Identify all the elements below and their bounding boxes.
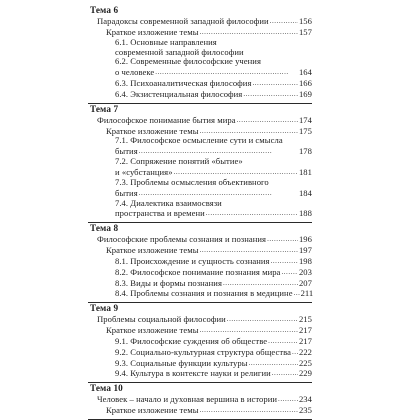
- toc-entry: [115, 278, 312, 289]
- page-number: 166: [298, 78, 312, 89]
- toc-entry: [115, 89, 312, 100]
- toc-entry-title: 7.3. Проблемы осмысления объективного: [115, 176, 269, 187]
- toc-entry: [97, 115, 312, 126]
- toc-entry-title: 8.2. Философское понимание познания мира: [115, 266, 281, 277]
- toc-entry-title: современной западной философии: [115, 46, 244, 57]
- toc-entry-title: Проблемы социальной философии: [97, 314, 226, 325]
- dot-leader: [272, 368, 298, 379]
- dot-leader: [270, 16, 298, 27]
- toc-entry: [97, 314, 312, 325]
- toc-entry: [106, 325, 312, 336]
- toc-entry-title: 7.1. Философское осмысление сути и смысла: [115, 135, 283, 146]
- toc-entry-title: 7.2. Сопряжение понятий «бытие»: [115, 156, 243, 167]
- page-number: 164: [298, 67, 312, 78]
- toc-entry-title: бытия: [115, 187, 138, 198]
- toc-entry-title: Философские проблемы сознания и познания: [97, 234, 267, 245]
- toc-topic-section: [88, 383, 312, 420]
- page-number: 225: [298, 357, 312, 368]
- toc-entry-title: 9.1. Философские суждения об обществе: [115, 335, 268, 346]
- toc-entry: [115, 336, 312, 347]
- toc-entry-title: 6.4. Экзистенциальная философия: [115, 88, 243, 99]
- toc-entry-title: Краткое изложение темы: [106, 26, 199, 37]
- page-number: 207: [298, 277, 312, 288]
- topic-heading: Тема 8: [90, 223, 119, 234]
- dot-leader: [294, 288, 300, 299]
- toc-entry: [115, 347, 312, 358]
- topic-heading: Тема 6: [90, 5, 119, 15]
- toc-topic-section: [88, 303, 312, 383]
- toc-entry: [115, 358, 312, 369]
- toc-entry: [106, 405, 312, 416]
- toc-entry: [97, 234, 312, 245]
- topic-heading: Тема 9: [90, 303, 119, 314]
- page-number: 217: [298, 325, 312, 336]
- dot-leader: [268, 336, 298, 347]
- toc-entry-title: Философское понимание бытия мира: [97, 114, 236, 125]
- dot-leader: [200, 405, 298, 416]
- dot-leader: [206, 208, 298, 219]
- page-number: 211: [300, 288, 314, 299]
- toc-entry-title: 7.4. Диалектика взаимосвязи: [115, 197, 222, 208]
- toc-entry-title: 8.1. Происхождение и сущность сознания: [115, 255, 270, 266]
- toc-entry-title: 9.3. Социальные функции культуры: [115, 357, 248, 368]
- page-number: 157: [298, 26, 312, 37]
- toc-entry-title: бытия: [115, 146, 138, 157]
- toc-entry: [115, 267, 312, 278]
- page-number: 229: [298, 368, 312, 379]
- toc-entry-title: Человек – начало и духовная вершина в истории: [97, 394, 278, 405]
- page-number: 235: [298, 405, 312, 416]
- page-number: 184: [298, 187, 312, 198]
- toc-topic-section: [88, 104, 312, 223]
- toc-entry: [106, 245, 312, 256]
- dot-leader: [281, 267, 298, 278]
- page-number: 181: [298, 166, 312, 177]
- page-number: 156: [298, 16, 312, 26]
- page-number: 197: [298, 245, 312, 256]
- page-number: 196: [298, 234, 312, 245]
- toc-entry-line: [115, 136, 312, 146]
- dot-leader: [292, 347, 298, 358]
- dot-leader: [227, 314, 298, 325]
- page-number: 169: [298, 88, 312, 99]
- toc-entry-title: Краткое изложение темы: [106, 125, 199, 136]
- page-number: 175: [298, 125, 312, 136]
- toc-entry: [115, 188, 312, 199]
- dot-leader: [200, 325, 298, 336]
- toc-entry-line: [115, 178, 312, 188]
- dot-leader: [223, 278, 298, 289]
- toc-entry-line: [115, 199, 312, 209]
- toc-entry: [97, 16, 312, 27]
- dot-leader: [155, 67, 298, 78]
- table-of-contents: [88, 0, 312, 420]
- toc-entry-title: 6.2. Современные философские учения: [115, 56, 261, 67]
- toc-entry: [115, 256, 312, 267]
- toc-entry-line: [115, 157, 312, 167]
- dot-leader: [267, 234, 298, 245]
- dot-leader: [237, 115, 298, 126]
- dot-leader: [271, 256, 298, 267]
- toc-entry-title: 6.3. Психоаналитическая философия: [115, 78, 252, 89]
- toc-entry-title: Краткое изложение темы: [106, 245, 199, 256]
- topic-heading: Тема 10: [90, 383, 123, 394]
- toc-entry-title: 9.2. Социально-культурная структура общества: [115, 346, 291, 357]
- dot-leader: [139, 188, 298, 199]
- toc-entry: [115, 78, 312, 89]
- toc-entry: [115, 368, 312, 379]
- toc-entry-title: и «субстанция»: [115, 166, 173, 177]
- page-number: 178: [298, 146, 312, 157]
- toc-topic-section: [88, 223, 312, 303]
- toc-entry: [115, 288, 312, 299]
- toc-entry-title: 8.4. Проблемы сознания и познания в медицине: [115, 288, 293, 299]
- toc-entry-title: Краткое изложение темы: [106, 325, 199, 336]
- page-number: 174: [298, 114, 312, 125]
- toc-topic-section: [88, 0, 312, 104]
- page-number: 188: [298, 208, 312, 219]
- page-number: 217: [298, 335, 312, 346]
- page-number: 215: [298, 314, 312, 325]
- toc-entry: [115, 208, 312, 219]
- toc-entry-title: 6.1. Основные направления: [115, 36, 217, 47]
- page-number: 234: [298, 394, 312, 405]
- dot-leader: [252, 78, 298, 89]
- dot-leader: [200, 245, 298, 256]
- page-number: 198: [298, 255, 312, 266]
- toc-entry-line: [115, 57, 312, 67]
- toc-entry-title: о человеке: [115, 67, 155, 78]
- toc-entry-title: Парадоксы современной западной философии: [97, 16, 269, 26]
- topic-heading: Тема 7: [90, 103, 119, 114]
- toc-entry-title: 8.3. Виды и формы познания: [115, 277, 222, 288]
- page-number: 222: [298, 346, 313, 357]
- page-number: 203: [298, 266, 312, 277]
- dot-leader: [243, 89, 298, 100]
- toc-entry-title: пространства и времени: [115, 208, 205, 219]
- toc-entry: [115, 67, 312, 78]
- toc-entry-title: 9.4. Культура в контексте науки и религии: [115, 368, 271, 379]
- dot-leader: [249, 358, 298, 369]
- toc-entry-title: Краткое изложение темы: [106, 405, 199, 416]
